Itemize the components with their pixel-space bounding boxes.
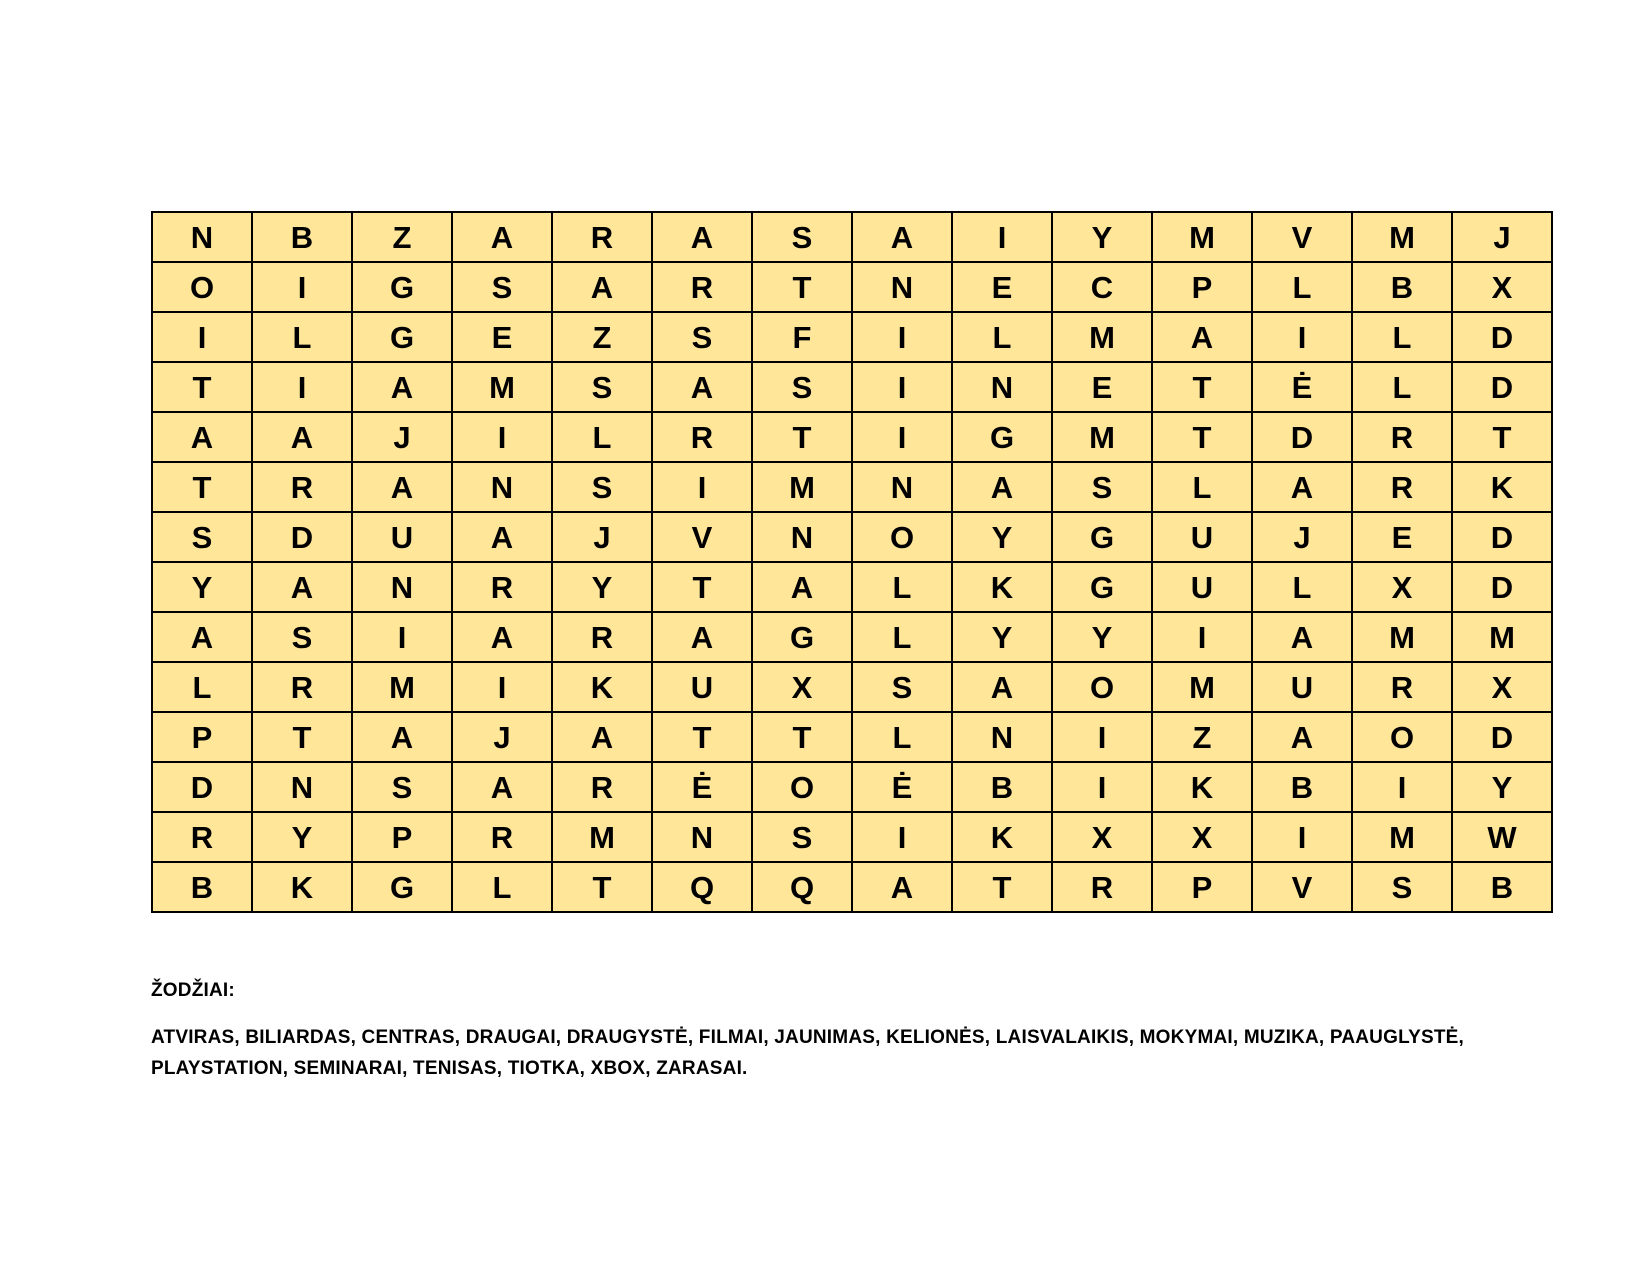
grid-cell: A: [352, 712, 452, 762]
grid-row: [152, 262, 1552, 312]
grid-cell: S: [1052, 462, 1152, 512]
grid-row: [152, 862, 1552, 912]
grid-cell: O: [1052, 662, 1152, 712]
grid-cell: Q: [652, 862, 752, 912]
grid-cell: L: [1352, 362, 1452, 412]
grid-cell: G: [352, 312, 452, 362]
grid-row: [152, 562, 1552, 612]
grid-cell: A: [152, 412, 252, 462]
grid-cell: K: [1152, 762, 1252, 812]
grid-cell: F: [752, 312, 852, 362]
grid-cell: R: [252, 662, 352, 712]
grid-cell: D: [1452, 512, 1552, 562]
grid-cell: B: [1352, 262, 1452, 312]
grid-cell: M: [552, 812, 652, 862]
grid-cell: U: [1252, 662, 1352, 712]
word-search-grid: [151, 211, 1553, 913]
grid-cell: A: [352, 462, 452, 512]
grid-cell: D: [1452, 362, 1552, 412]
grid-cell: E: [452, 312, 552, 362]
grid-cell: M: [752, 462, 852, 512]
grid-row: [152, 512, 1552, 562]
words-heading: ŽODŽIAI:: [151, 980, 235, 1001]
grid-cell: A: [152, 612, 252, 662]
grid-cell: R: [552, 212, 652, 262]
grid-cell: N: [352, 562, 452, 612]
grid-cell: K: [552, 662, 652, 712]
grid-cell: T: [1452, 412, 1552, 462]
grid-cell: D: [1452, 562, 1552, 612]
grid-cell: N: [752, 512, 852, 562]
grid-cell: V: [1252, 212, 1352, 262]
grid-cell: A: [752, 562, 852, 612]
grid-cell: L: [952, 312, 1052, 362]
grid-cell: L: [1252, 562, 1352, 612]
grid-cell: O: [1352, 712, 1452, 762]
grid-cell: A: [552, 262, 652, 312]
grid-cell: S: [352, 762, 452, 812]
grid-cell: K: [952, 812, 1052, 862]
grid-cell: N: [852, 262, 952, 312]
grid-cell: G: [352, 862, 452, 912]
grid-cell: X: [1452, 262, 1552, 312]
grid-cell: K: [252, 862, 352, 912]
words-list: ATVIRAS, BILIARDAS, CENTRAS, DRAUGAI, DRAUGYSTĖ, FILMAI, JAUNIMAS, KELIONĖS, LAISVALAIKIS, MOKYMAI, MUZIKA, PAAUGLYSTĖ, PLAYSTATION, SEMINARAI, TENISAS, TIOTKA, XBOX, ZARASAI.: [151, 1027, 1465, 1079]
grid-cell: I: [1052, 712, 1152, 762]
grid-cell: R: [1352, 412, 1452, 462]
grid-cell: S: [152, 512, 252, 562]
grid-cell: Z: [552, 312, 652, 362]
grid-row: [152, 812, 1552, 862]
grid-cell: A: [452, 212, 552, 262]
grid-cell: A: [1152, 312, 1252, 362]
grid-cell: S: [552, 462, 652, 512]
grid-cell: N: [152, 212, 252, 262]
grid-cell: I: [1152, 612, 1252, 662]
grid-cell: X: [1352, 562, 1452, 612]
grid-cell: L: [452, 862, 552, 912]
grid-cell: L: [252, 312, 352, 362]
grid-cell: B: [152, 862, 252, 912]
grid-cell: D: [152, 762, 252, 812]
grid-body: [152, 212, 1552, 912]
grid-cell: A: [952, 462, 1052, 512]
grid-cell: S: [852, 662, 952, 712]
grid-cell: J: [552, 512, 652, 562]
grid-cell: M: [452, 362, 552, 412]
grid-cell: P: [1152, 862, 1252, 912]
grid-cell: R: [452, 812, 552, 862]
grid-cell: Y: [952, 612, 1052, 662]
grid-cell: L: [852, 612, 952, 662]
grid-cell: P: [352, 812, 452, 862]
grid-cell: G: [1052, 562, 1152, 612]
grid-cell: M: [1152, 662, 1252, 712]
grid-cell: U: [652, 662, 752, 712]
grid-cell: S: [752, 362, 852, 412]
grid-cell: I: [352, 612, 452, 662]
grid-cell: I: [1052, 762, 1152, 812]
grid-cell: Y: [1052, 612, 1152, 662]
grid-cell: B: [952, 762, 1052, 812]
grid-cell: E: [1352, 512, 1452, 562]
grid-cell: K: [1452, 462, 1552, 512]
words-section: [151, 980, 1551, 1084]
grid-cell: L: [152, 662, 252, 712]
grid-cell: I: [852, 362, 952, 412]
grid-cell: U: [1152, 512, 1252, 562]
grid-cell: N: [452, 462, 552, 512]
grid-cell: M: [1352, 212, 1452, 262]
grid-cell: M: [1452, 612, 1552, 662]
grid-row: [152, 762, 1552, 812]
grid-cell: M: [352, 662, 452, 712]
grid-row: [152, 612, 1552, 662]
grid-cell: A: [652, 362, 752, 412]
grid-cell: A: [852, 212, 952, 262]
grid-cell: T: [752, 412, 852, 462]
grid-cell: G: [952, 412, 1052, 462]
grid-cell: A: [1252, 612, 1352, 662]
grid-cell: Y: [1052, 212, 1152, 262]
grid-cell: R: [452, 562, 552, 612]
grid-cell: L: [1352, 312, 1452, 362]
grid-cell: S: [452, 262, 552, 312]
grid-cell: R: [552, 762, 652, 812]
grid-cell: G: [1052, 512, 1152, 562]
grid-cell: P: [1152, 262, 1252, 312]
grid-cell: I: [652, 462, 752, 512]
grid-cell: I: [952, 212, 1052, 262]
grid-cell: S: [652, 312, 752, 362]
grid-cell: P: [152, 712, 252, 762]
grid-cell: K: [952, 562, 1052, 612]
grid-cell: G: [352, 262, 452, 312]
grid-cell: L: [852, 562, 952, 612]
grid-cell: J: [452, 712, 552, 762]
grid-row: [152, 212, 1552, 262]
grid-cell: R: [1352, 662, 1452, 712]
grid-cell: C: [1052, 262, 1152, 312]
grid-cell: Ė: [1252, 362, 1352, 412]
grid-row: [152, 712, 1552, 762]
grid-cell: M: [1052, 412, 1152, 462]
grid-cell: A: [252, 412, 352, 462]
grid-cell: T: [1152, 362, 1252, 412]
grid-cell: R: [152, 812, 252, 862]
grid-cell: A: [252, 562, 352, 612]
grid-cell: X: [1452, 662, 1552, 712]
grid-cell: A: [452, 612, 552, 662]
grid-cell: M: [1152, 212, 1252, 262]
grid-cell: Y: [952, 512, 1052, 562]
grid-cell: E: [952, 262, 1052, 312]
grid-row: [152, 362, 1552, 412]
grid-cell: D: [1452, 312, 1552, 362]
grid-cell: S: [1352, 862, 1452, 912]
grid-cell: B: [1452, 862, 1552, 912]
grid-cell: M: [1352, 612, 1452, 662]
grid-row: [152, 412, 1552, 462]
grid-cell: Z: [352, 212, 452, 262]
grid-cell: I: [1252, 312, 1352, 362]
grid-cell: A: [952, 662, 1052, 712]
grid-cell: X: [752, 662, 852, 712]
grid-cell: T: [752, 262, 852, 312]
grid-cell: T: [752, 712, 852, 762]
grid-cell: Y: [152, 562, 252, 612]
grid-cell: T: [552, 862, 652, 912]
grid-cell: A: [452, 762, 552, 812]
grid-cell: I: [252, 362, 352, 412]
grid-cell: T: [952, 862, 1052, 912]
grid-cell: I: [852, 312, 952, 362]
grid-cell: A: [652, 612, 752, 662]
grid-cell: N: [952, 712, 1052, 762]
grid-cell: Y: [552, 562, 652, 612]
grid-cell: R: [552, 612, 652, 662]
grid-cell: B: [1252, 762, 1352, 812]
grid-cell: J: [1252, 512, 1352, 562]
grid-cell: J: [352, 412, 452, 462]
grid-cell: L: [852, 712, 952, 762]
grid-cell: Y: [1452, 762, 1552, 812]
grid-row: [152, 462, 1552, 512]
grid-cell: N: [852, 462, 952, 512]
grid-cell: T: [652, 712, 752, 762]
grid-cell: V: [652, 512, 752, 562]
grid-cell: O: [752, 762, 852, 812]
grid-cell: Ė: [652, 762, 752, 812]
grid-cell: Y: [252, 812, 352, 862]
grid-cell: I: [152, 312, 252, 362]
grid-cell: A: [1252, 712, 1352, 762]
grid-cell: U: [352, 512, 452, 562]
grid-cell: T: [252, 712, 352, 762]
grid-cell: I: [852, 812, 952, 862]
grid-cell: I: [452, 412, 552, 462]
grid-cell: D: [1452, 712, 1552, 762]
grid-cell: A: [1252, 462, 1352, 512]
grid-row: [152, 312, 1552, 362]
grid-cell: T: [652, 562, 752, 612]
grid-cell: S: [752, 212, 852, 262]
grid-cell: T: [1152, 412, 1252, 462]
grid-cell: N: [252, 762, 352, 812]
grid-cell: R: [252, 462, 352, 512]
grid-cell: N: [652, 812, 752, 862]
grid-cell: R: [652, 262, 752, 312]
grid-cell: X: [1052, 812, 1152, 862]
grid-cell: D: [252, 512, 352, 562]
grid-cell: S: [552, 362, 652, 412]
grid-cell: A: [452, 512, 552, 562]
grid-cell: V: [1252, 862, 1352, 912]
grid-cell: T: [152, 462, 252, 512]
grid-cell: A: [652, 212, 752, 262]
grid-cell: A: [352, 362, 452, 412]
grid-cell: I: [852, 412, 952, 462]
grid-cell: L: [1252, 262, 1352, 312]
grid-cell: D: [1252, 412, 1352, 462]
grid-cell: Ė: [852, 762, 952, 812]
grid-cell: L: [552, 412, 652, 462]
grid-cell: X: [1152, 812, 1252, 862]
grid-cell: S: [252, 612, 352, 662]
grid-cell: O: [152, 262, 252, 312]
grid-cell: R: [652, 412, 752, 462]
grid-cell: Q: [752, 862, 852, 912]
grid-cell: I: [452, 662, 552, 712]
grid-cell: Z: [1152, 712, 1252, 762]
grid-cell: R: [1052, 862, 1152, 912]
grid-cell: R: [1352, 462, 1452, 512]
grid-cell: U: [1152, 562, 1252, 612]
grid-cell: W: [1452, 812, 1552, 862]
grid-cell: B: [252, 212, 352, 262]
grid-row: [152, 662, 1552, 712]
grid-cell: T: [152, 362, 252, 412]
grid-cell: I: [1352, 762, 1452, 812]
grid-cell: A: [852, 862, 952, 912]
grid-cell: M: [1352, 812, 1452, 862]
grid-cell: I: [252, 262, 352, 312]
grid-cell: O: [852, 512, 952, 562]
grid-cell: I: [1252, 812, 1352, 862]
grid-cell: N: [952, 362, 1052, 412]
grid-cell: G: [752, 612, 852, 662]
grid-cell: A: [552, 712, 652, 762]
grid-cell: E: [1052, 362, 1152, 412]
grid-cell: J: [1452, 212, 1552, 262]
grid-cell: M: [1052, 312, 1152, 362]
grid-cell: L: [1152, 462, 1252, 512]
grid-cell: S: [752, 812, 852, 862]
